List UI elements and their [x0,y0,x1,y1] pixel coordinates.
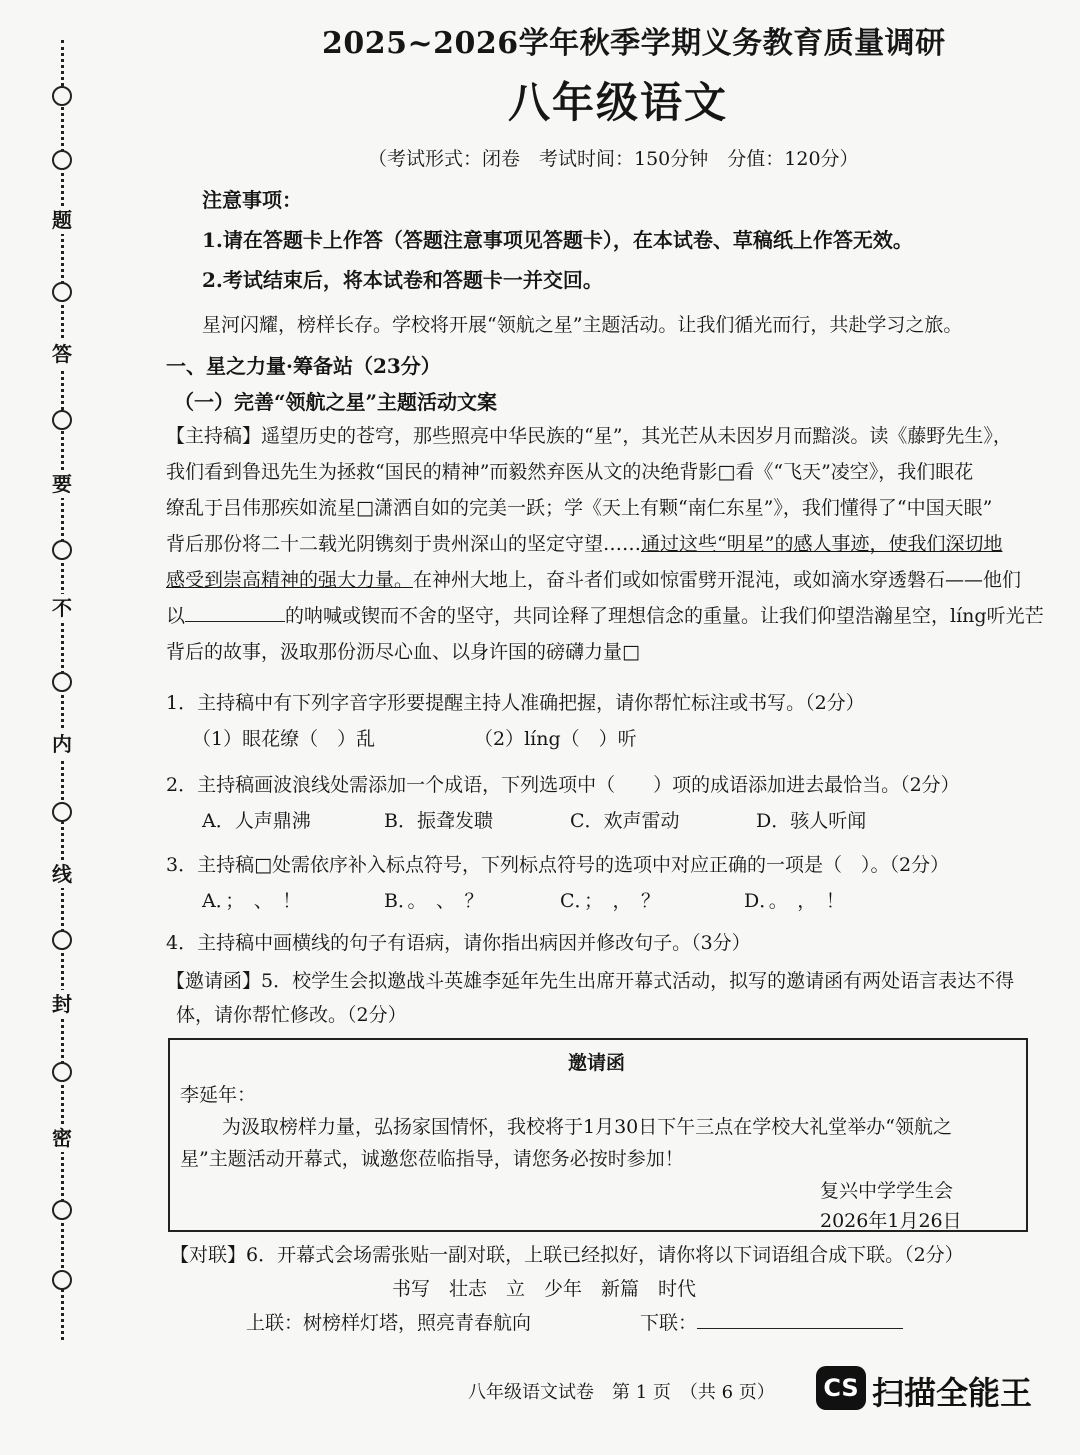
couplet-words: 书写 壮志 立 少年 新篇 时代 [392,1278,697,1300]
intro-text: 星河闪耀，榜样长存。学校将开展“领航之星”主题活动。让我们循光而行，共赴学习之旅。 [202,314,963,336]
binding-circle [52,150,72,170]
host-script [166,418,1066,670]
invitation-date: 2026年1月26日 [820,1210,962,1232]
host-script-line: 我们看到鲁迅先生为拯救“国民的精神”而毅然弃医从文的决绝背影□看《“飞天”凌空》，我们眼花 [166,461,974,483]
couplet-lower [640,1308,903,1335]
host-script-text: 背后那份将二十二载光阴镌刻于贵州深山的坚定守望…… [166,533,642,555]
binding-char: 密 [48,1124,76,1152]
section-title: 一、星之力量·筹备站（23分） [166,354,441,378]
invitation-title: 邀请函 [568,1052,626,1074]
binding-circle [52,1270,72,1290]
binding-char: 题 [48,206,76,234]
scanner-logo-icon: CS [816,1366,866,1410]
question-1-item: （1）眼花缭（ ）乱 [192,728,376,750]
host-script-line: 缭乱于吕伟那疾如流星□潇洒自如的完美一跃；学《天上有颗“南仁东星”》，我们懂得了“中国天眼” [166,497,993,519]
invitation-box [168,1038,1028,1232]
question-5-cont: 体，请你帮忙修改。（2分） [176,1004,407,1026]
host-script-line: 【主持稿】遥望历史的苍穹，那些照亮中华民族的“星”，其光芒从未因岁月而黯淡。读《藤野先生》， [166,425,1012,447]
exam-meta: （考试形式：闭卷 考试时间：150分钟 分值：120分） [368,148,859,170]
binding-char: 封 [48,990,76,1018]
invitation-signer: 复兴中学学生会 [820,1180,954,1202]
binding-char: 内 [48,730,76,758]
wavy-blank [185,603,285,622]
invitation-salutation: 李延年： [180,1084,257,1106]
binding-circle [52,1200,72,1220]
scanner-brand: 扫描全能王 [872,1374,1033,1412]
question-1: 1．主持稿中有下列字音字形要提醒主持人准确把握，请你帮忙标注或书写。（2分） [166,692,865,714]
underlined-sentence: 通过这些“明星”的感人事迹，使我们深切地 [641,533,1003,555]
host-script-text: 以 [166,605,186,627]
binding-circle [52,802,72,822]
binding-circle [52,672,72,692]
binding-char: 不 [48,594,76,622]
couplet-upper: 上联：树榜样灯塔，照亮青春航向 [246,1312,532,1334]
binding-char: 要 [48,470,76,498]
question-3-option: A．； 、 ！ [202,890,302,912]
question-3: 3．主持稿□处需依序补入标点符号，下列标点符号的选项中对应正确的一项是（ ）。（2分） [166,854,950,876]
binding-char: 答 [48,340,76,368]
binding-circle [52,86,72,106]
exam-title: 2025~2026学年秋季学期义务教育质量调研 [322,26,946,61]
host-script-line [166,562,1066,598]
page-footer: 八年级语文试卷 第 1 页 （共 6 页） [468,1382,775,1403]
question-2-option: D．骇人听闻 [756,810,867,832]
question-3-option: B．。 、 ？ [384,890,484,912]
invitation-body: 星”主题活动开幕式，诚邀您莅临指导，请您务必按时参加！ [180,1148,684,1170]
host-script-line [166,598,1066,634]
answer-line [697,1308,903,1329]
binding-strip [40,40,84,1340]
notice-heading: 注意事项： [202,188,302,212]
host-script-line: 背后的故事，汲取那份沥尽心血、以身许国的磅礴力量□ [166,641,640,663]
host-script-text: 在神州大地上，奋斗者们或如惊雷劈开混沌，或如滴水穿透磐石——他们 [413,569,1022,591]
notice-item: 1.请在答题卡上作答（答题注意事项见答题卡），在本试卷、草稿纸上作答无效。 [202,228,913,252]
question-6: 【对联】6．开幕式会场需张贴一副对联，上联已经拟好，请你将以下词语组合成下联。（2分） [170,1244,964,1266]
question-2-option: C．欢声雷动 [570,810,680,832]
binding-circle [52,410,72,430]
question-4: 4．主持稿中画横线的句子有语病，请你指出病因并修改句子。（3分） [166,932,751,954]
question-2: 2．主持稿画波浪线处需添加一个成语，下列选项中（ ）项的成语添加进去最恰当。（2分） [166,774,960,796]
subsection-title: （一）完善“领航之星”主题活动文案 [174,390,498,414]
couplet-lower-label: 下联： [640,1312,698,1334]
notice-item: 2.考试结束后，将本试卷和答题卡一并交回。 [202,268,603,292]
question-1-item: （2）líng（ ）听 [474,728,637,750]
underlined-sentence: 感受到崇高精神的强大力量。 [166,569,414,591]
binding-circle [52,930,72,950]
binding-circle [52,282,72,302]
invitation-body: 为汲取榜样力量，弘扬家国情怀，我校将于1月30日下午三点在学校大礼堂举办“领航之 [222,1116,952,1138]
binding-circle [52,540,72,560]
host-script-line [166,526,1066,562]
question-5: 【邀请函】5．校学生会拟邀战斗英雄李延年先生出席开幕式活动，拟写的邀请函有两处语言表达不得 [166,970,1015,992]
binding-circle [52,1062,72,1082]
host-script-text: 的呐喊或锲而不舍的坚守，共同诠释了理想信念的重量。让我们仰望浩瀚星空，líng听光芒 [285,605,1044,627]
exam-subject: 八年级语文 [508,78,729,127]
question-3-option: D．。 ， ！ [744,890,845,912]
question-3-option: C．； ， ？ [560,890,661,912]
question-2-option: B．振聋发聩 [384,810,493,832]
question-2-option: A．人声鼎沸 [202,810,311,832]
binding-char: 线 [48,860,76,888]
